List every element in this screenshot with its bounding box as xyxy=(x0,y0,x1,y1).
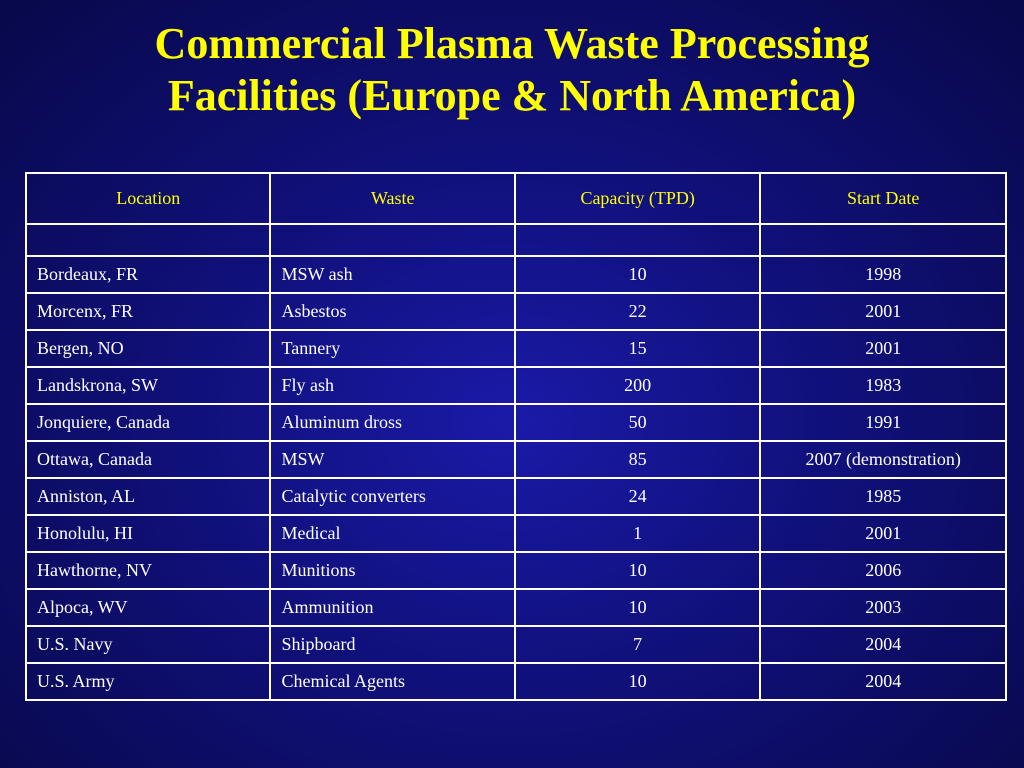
waste-cell: Munitions xyxy=(270,552,515,589)
slide-title xyxy=(0,18,1024,122)
location-cell: U.S. Navy xyxy=(26,626,270,663)
waste-cell: Fly ash xyxy=(270,367,515,404)
table-row xyxy=(26,330,1006,367)
capacity-cell: 1 xyxy=(515,515,760,552)
waste-cell: MSW xyxy=(270,441,515,478)
waste-cell: Shipboard xyxy=(270,626,515,663)
start-date-cell: 1998 xyxy=(760,256,1006,293)
empty-cell xyxy=(26,224,270,256)
capacity-cell: 85 xyxy=(515,441,760,478)
start-date-cell: 1983 xyxy=(760,367,1006,404)
table-row xyxy=(26,441,1006,478)
column-header-location: Location xyxy=(26,173,270,224)
capacity-cell: 7 xyxy=(515,626,760,663)
start-date-cell: 2004 xyxy=(760,663,1006,700)
start-date-cell: 2001 xyxy=(760,515,1006,552)
location-cell: U.S. Army xyxy=(26,663,270,700)
waste-cell: Chemical Agents xyxy=(270,663,515,700)
table-row xyxy=(26,478,1006,515)
location-cell: Honolulu, HI xyxy=(26,515,270,552)
empty-cell xyxy=(270,224,515,256)
start-date-cell: 2006 xyxy=(760,552,1006,589)
table-header-row xyxy=(26,173,1006,224)
facilities-table xyxy=(25,172,1007,701)
capacity-cell: 10 xyxy=(515,256,760,293)
capacity-cell: 24 xyxy=(515,478,760,515)
start-date-cell: 2001 xyxy=(760,293,1006,330)
start-date-cell: 1985 xyxy=(760,478,1006,515)
table-row xyxy=(26,367,1006,404)
waste-cell: Aluminum dross xyxy=(270,404,515,441)
table-row xyxy=(26,626,1006,663)
capacity-cell: 22 xyxy=(515,293,760,330)
waste-cell: Catalytic converters xyxy=(270,478,515,515)
waste-cell: Medical xyxy=(270,515,515,552)
capacity-cell: 10 xyxy=(515,663,760,700)
location-cell: Hawthorne, NV xyxy=(26,552,270,589)
column-header-start-date: Start Date xyxy=(760,173,1006,224)
location-cell: Landskrona, SW xyxy=(26,367,270,404)
capacity-cell: 50 xyxy=(515,404,760,441)
start-date-cell: 2007 (demonstration) xyxy=(760,441,1006,478)
empty-cell xyxy=(515,224,760,256)
table-row xyxy=(26,404,1006,441)
waste-cell: Tannery xyxy=(270,330,515,367)
column-header-capacity: Capacity (TPD) xyxy=(515,173,760,224)
start-date-cell: 2003 xyxy=(760,589,1006,626)
empty-cell xyxy=(760,224,1006,256)
start-date-cell: 2004 xyxy=(760,626,1006,663)
location-cell: Ottawa, Canada xyxy=(26,441,270,478)
slide-title-line-2: Facilities (Europe & North America) xyxy=(167,71,857,120)
location-cell: Alpoca, WV xyxy=(26,589,270,626)
waste-cell: Asbestos xyxy=(270,293,515,330)
column-header-waste: Waste xyxy=(270,173,515,224)
capacity-cell: 200 xyxy=(515,367,760,404)
waste-cell: MSW ash xyxy=(270,256,515,293)
start-date-cell: 1991 xyxy=(760,404,1006,441)
waste-cell: Ammunition xyxy=(270,589,515,626)
capacity-cell: 15 xyxy=(515,330,760,367)
slide-title-line-1: Commercial Plasma Waste Processing xyxy=(154,19,870,68)
location-cell: Bordeaux, FR xyxy=(26,256,270,293)
location-cell: Bergen, NO xyxy=(26,330,270,367)
table-row xyxy=(26,552,1006,589)
empty-row xyxy=(26,224,1006,256)
start-date-cell: 2001 xyxy=(760,330,1006,367)
capacity-cell: 10 xyxy=(515,552,760,589)
capacity-cell: 10 xyxy=(515,589,760,626)
table-row xyxy=(26,589,1006,626)
location-cell: Morcenx, FR xyxy=(26,293,270,330)
table-row xyxy=(26,256,1006,293)
table-row xyxy=(26,293,1006,330)
table-row xyxy=(26,515,1006,552)
location-cell: Jonquiere, Canada xyxy=(26,404,270,441)
location-cell: Anniston, AL xyxy=(26,478,270,515)
table-row xyxy=(26,663,1006,700)
